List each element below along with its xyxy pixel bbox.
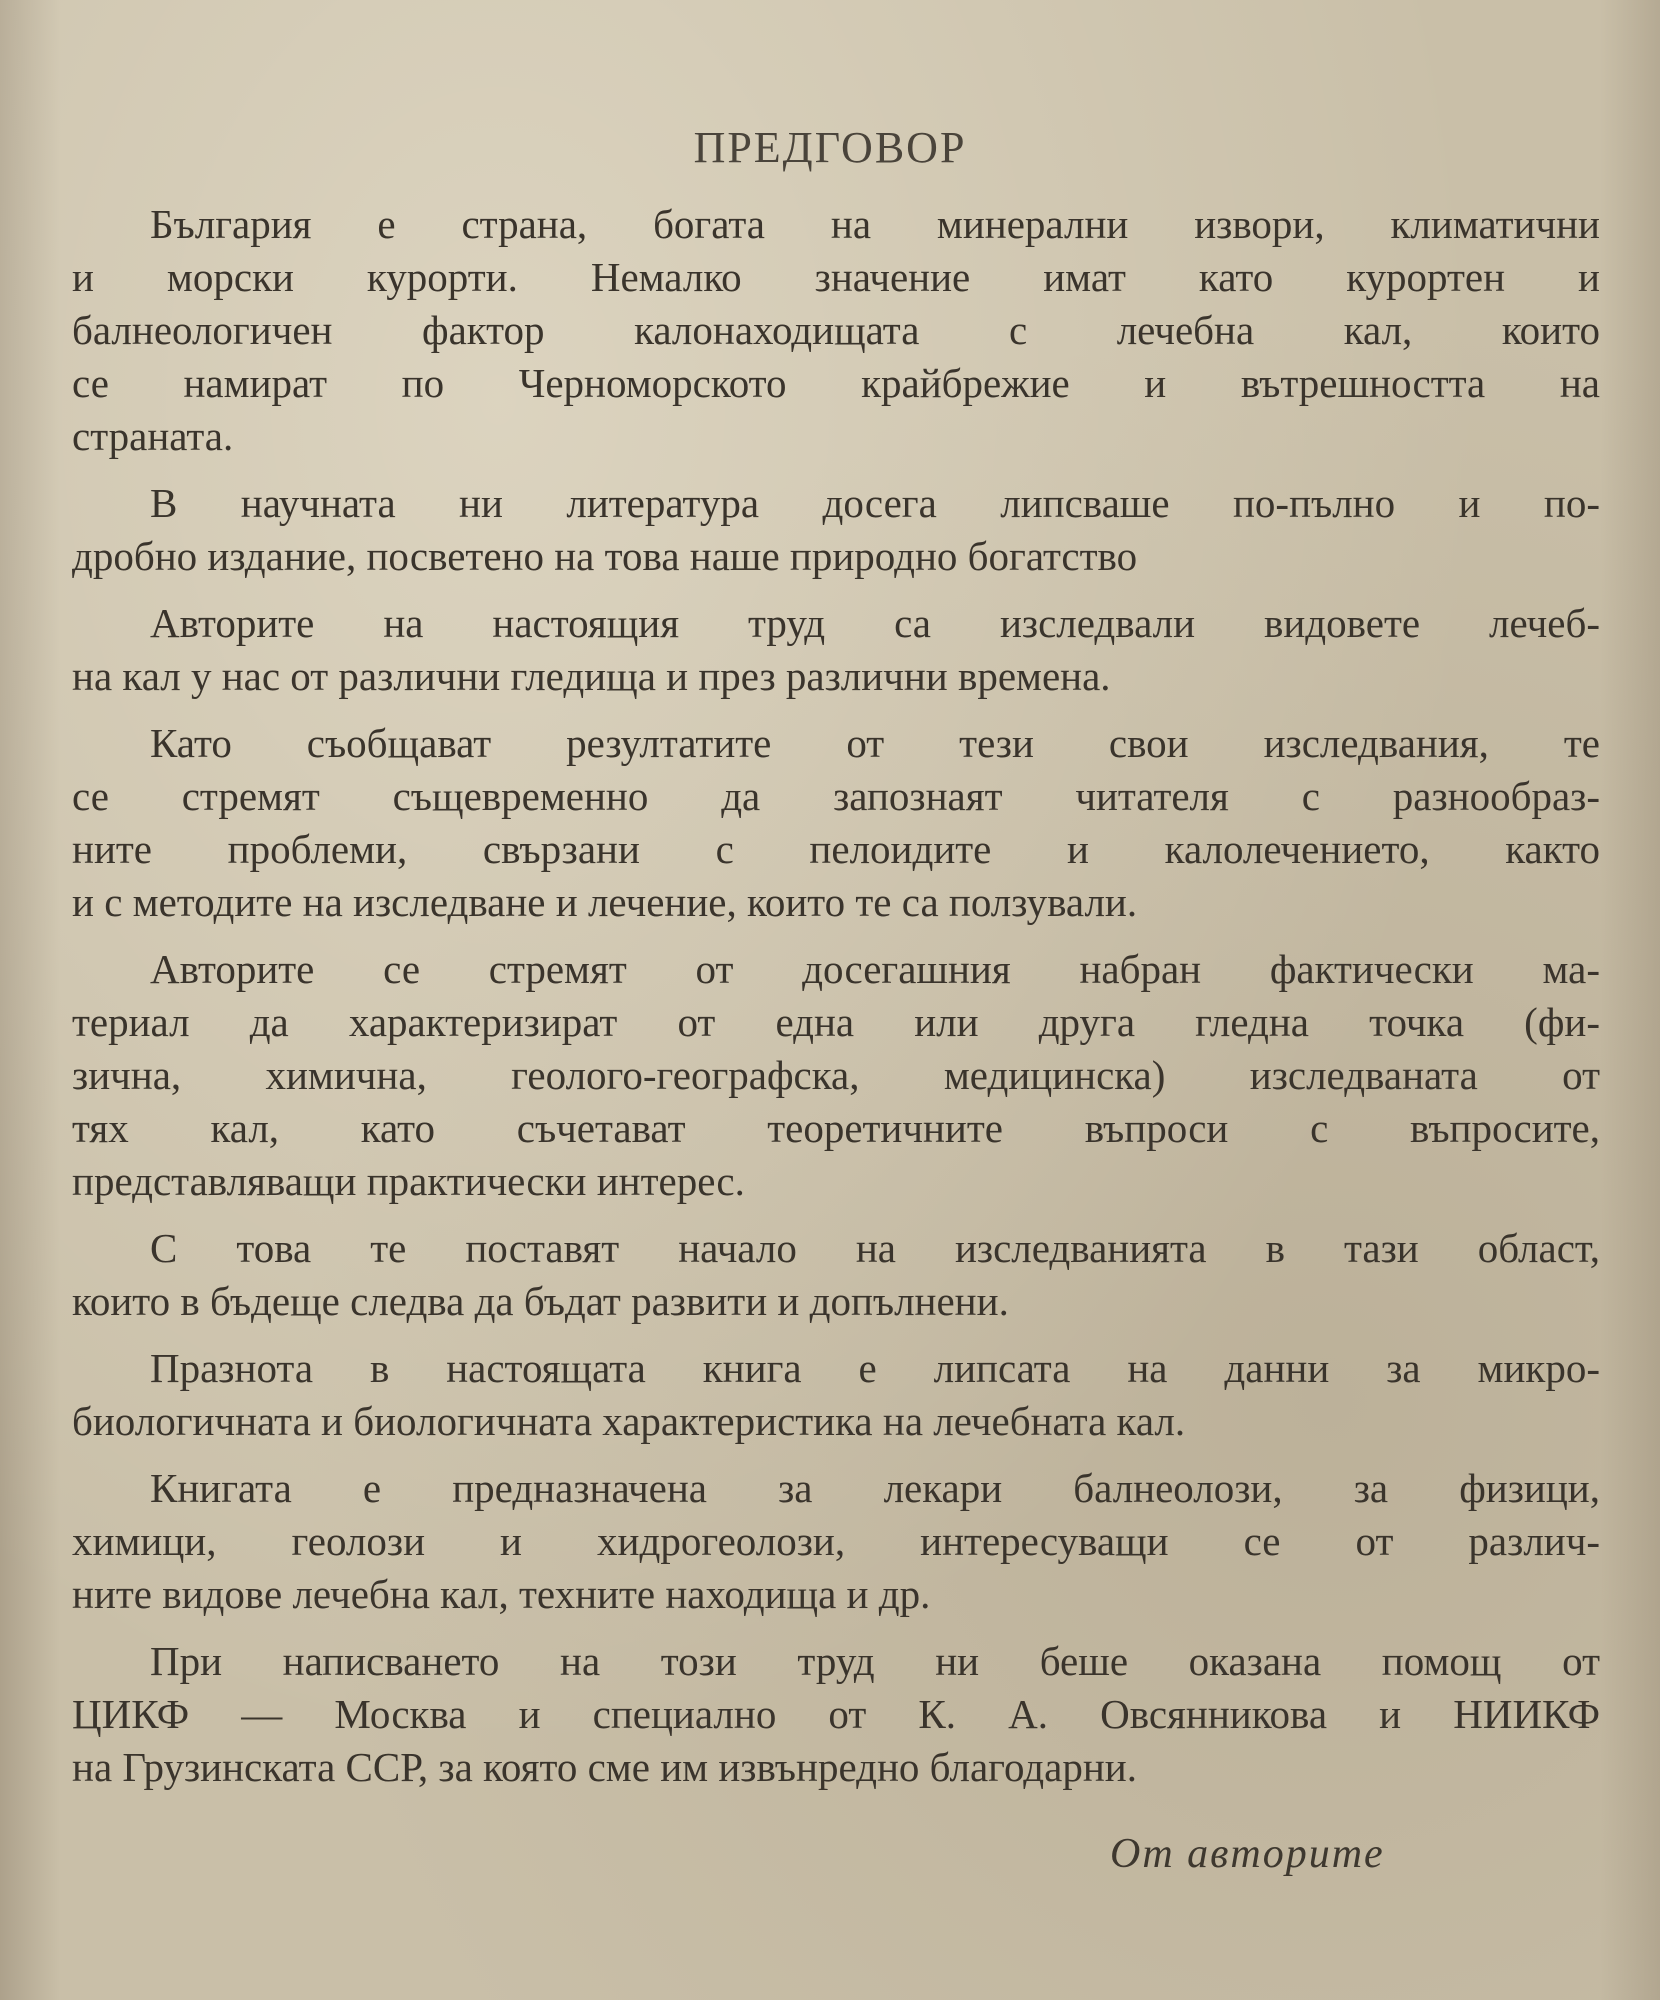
text-line: Като съобщават резултатите от тези свои изследвания, те [150,720,1600,766]
page-title: ПРЕДГОВОР [693,123,967,172]
paragraph-9 [72,1635,1600,1794]
text-line: балнеологичен фактор калонаходищата с лечебна кал, които [72,307,1600,353]
text-line: При написването на този труд ни беше оказана помощ от [150,1638,1600,1684]
paragraph-8 [72,1462,1600,1621]
text-line: ЦИКФ — Москва и специално от К. А. Овсянникова и НИИКФ [72,1691,1600,1737]
preface-body [72,198,1600,1808]
paragraph-2 [72,477,1600,583]
text-line: Книгата е предназначена за лекари балнеолози, за физици, [150,1465,1600,1511]
text-line: Авторите се стремят от досегашния набран фактически ма- [150,946,1600,992]
paragraph-7 [72,1342,1600,1448]
paragraph-4 [72,717,1600,929]
text-line: и с методите на изследване и лечение, които те са ползували. [72,879,1138,925]
text-line: които в бъдеще следва да бъдат развити и допълнени. [72,1278,1009,1324]
text-line: химици, геолози и хидрогеолози, интересуващи се от различ- [72,1518,1600,1564]
text-line: зична, химична, геолого-географска, медицинска) изследваната от [72,1052,1600,1098]
text-line: териал да характеризират от една или друга гледна точка (фи- [72,999,1600,1045]
text-line: ните проблеми, свързани с пелоидите и калолечението, както [72,826,1600,872]
text-line: В научната ни литература досега липсваше по-пълно и по- [150,480,1600,526]
paragraph-1 [72,198,1600,463]
text-line: и морски курорти. Немалко значение имат като курортен и [72,254,1600,300]
text-line: Празнота в настоящата книга е липсата на данни за микро- [150,1345,1600,1391]
text-line: представляващи практически интерес. [72,1158,745,1204]
text-line: С това те поставят начало на изследванията в тази област, [150,1225,1600,1271]
text-line: на Грузинската ССР, за която сме им извънредно благодарни. [72,1744,1137,1790]
paragraph-6 [72,1222,1600,1328]
text-line: на кал у нас от различни гледища и през различни времена. [72,653,1111,699]
text-line: страната. [72,413,234,459]
text-line: се стремят същевременно да запознаят читателя с разнообраз- [72,773,1600,819]
text-line: България е страна, богата на минерални извори, климатични [150,201,1600,247]
text-line: дробно издание, посветено на това наше природно богатство [72,533,1138,579]
text-line: се намират по Черноморското крайбрежие и вътрешността на [72,360,1600,406]
paragraph-5 [72,943,1600,1208]
text-line: ните видове лечебна кал, техните находища и др. [72,1571,931,1617]
signature: От авторите [1110,1831,1385,1877]
paragraph-3 [72,597,1600,703]
text-line: тях кал, като съчетават теоретичните въпроси с въпросите, [72,1105,1600,1151]
text-line: Авторите на настоящия труд са изследвали видовете лечеб- [150,600,1600,646]
text-line: биологичната и биологичната характеристика на лечебната кал. [72,1398,1186,1444]
